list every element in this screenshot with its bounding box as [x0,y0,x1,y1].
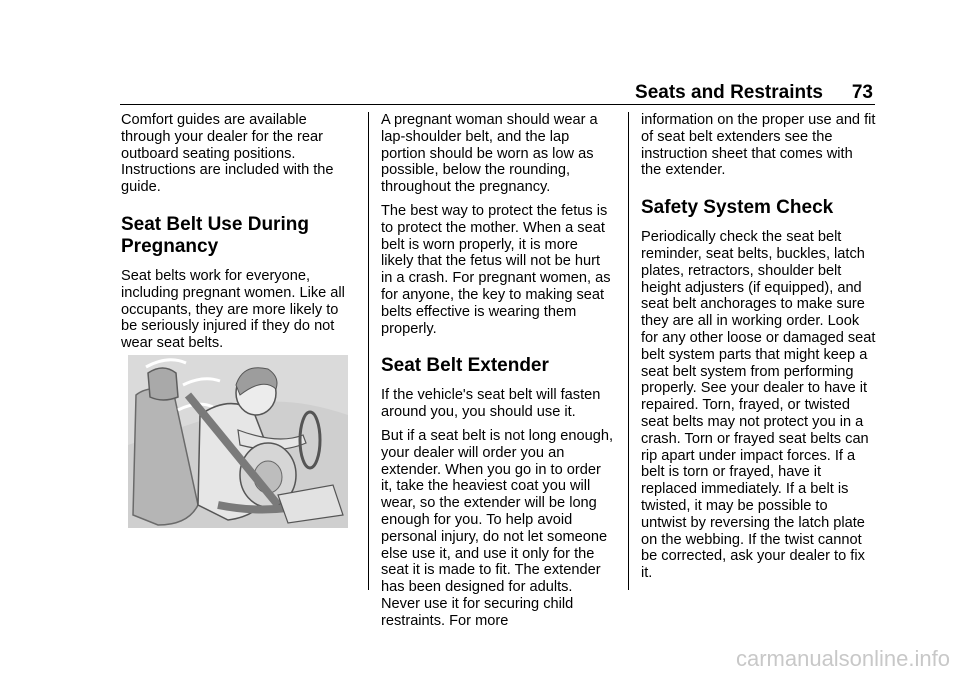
header-rule [120,104,875,105]
pregnant-woman-seat-belt-illustration [128,355,348,528]
watermark: carmanualsonline.info [735,646,950,671]
column-2 [381,112,614,637]
column-divider [628,112,629,590]
column-3 [641,112,876,589]
paragraph: The best way to protect the fetus is to protect the mother. When a seat belt is worn properly, it is more likely that the fetus will not be hurt in a crash. For pregnant women, as for anyone, the key to making seat belts effective is wearing them properly. [381,202,611,337]
paragraph: But if a seat belt is not long enough, your dealer will order you an extender. When you go in to order it, take the heaviest coat you will wear, so the extender will be long enough for you. To help avoid personal injury, do not let someone else use it, and use it only for the seat it is made to fit. The extender has been designed for adults. Never use it for securing child restraints. For more [381,427,614,629]
paragraph: Comfort guides are available through your dealer for the rear outboard seating positions. Instructions are included with the guide. [121,112,334,196]
column-1 [121,112,353,359]
paragraph: Periodically check the seat belt reminder, seat belts, buckles, latch plates, retractors, shoulder belt height adjusters (if equipped), and seat belt anchorages to make sure they are all in working order. Look for any other loose or damaged seat belt system parts that might keep a seat belt system from performing properly. See your dealer to have it repaired. Torn, frayed, or twisted seat belts may not protect you in a crash. Torn or frayed seat belts can rip apart under impact forces. If a belt is torn or frayed, have it replaced immediately. If a belt is twisted, it may be possible to untwist by reversing the latch plate on the webbing. If the twist cannot be corrected, ask your dealer to fix it. [641,229,876,582]
paragraph: A pregnant woman should wear a lap-shoulder belt, and the lap portion should be worn as low as possible, below the rounding, throughout the pregnancy. [381,112,598,196]
column-divider [368,112,369,590]
paragraph: Seat belts work for everyone, including pregnant women. Like all occupants, they are more likely to be seriously injured if they do not wear seat belts. [121,267,345,352]
paragraph: information on the proper use and fit of seat belt extenders see the instruction sheet that comes with the extender. [641,112,876,179]
page-header [0,82,960,104]
heading-seat-belt-extender: Seat Belt Extender [381,355,549,377]
heading-seat-belt-pregnancy: Seat Belt Use During Pregnancy [121,213,309,257]
section-title: Seats and Restraints [635,82,823,103]
paragraph: If the vehicle's seat belt will fasten around you, you should use it. [381,387,601,421]
heading-safety-system-check: Safety System Check [641,197,834,219]
page-number: 73 [851,82,873,103]
